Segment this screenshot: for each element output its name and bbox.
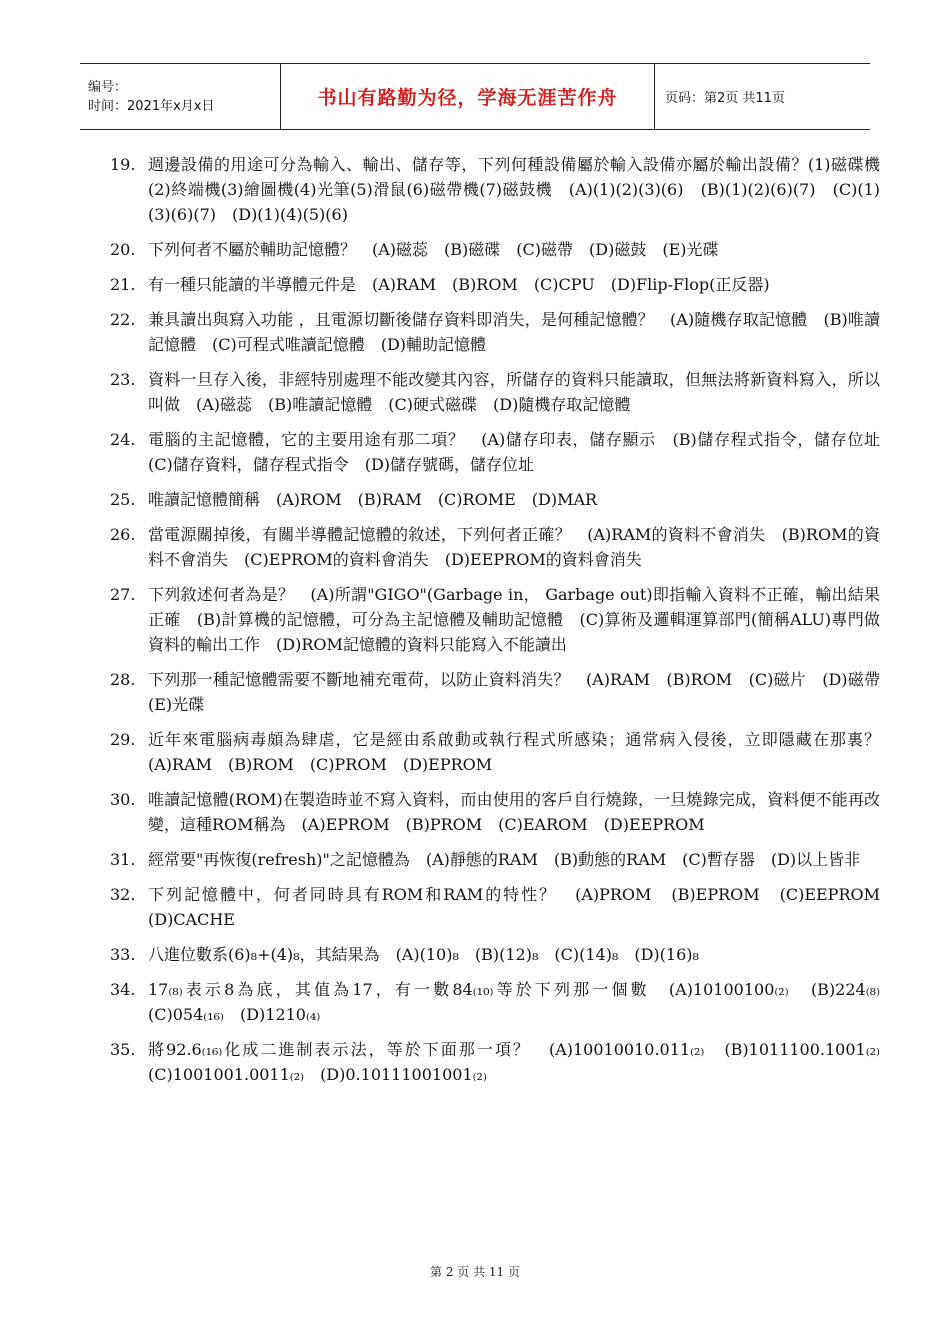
question-number: 28. <box>110 670 136 689</box>
question-text: 資料一旦存入後，非經特別處理不能改變其內容，所儲存的資料只能讀取，但無法將新資料寫入，所以叫做 (A)磁蕊 (B)唯讀記憶體 (C)硬式磁碟 (D)隨機存取記憶體 <box>148 370 880 414</box>
header-meta <box>80 64 281 129</box>
question-number: 33. <box>110 945 136 964</box>
question-33 <box>110 942 880 967</box>
header-page-info <box>655 64 870 129</box>
page-number-info: 页码：第2页 共11页 <box>665 91 785 106</box>
question-19 <box>110 152 880 227</box>
question-text: 下列何者不屬於輔助記憶體？ (A)磁蕊 (B)磁碟 (C)磁帶 (D)磁鼓 (E)光碟 <box>148 240 719 259</box>
question-number: 22. <box>110 310 136 329</box>
question-30 <box>110 787 880 837</box>
question-text: 下列記憶體中，何者同時具有ROM和RAM的特性？ (A)PROM (B)EPROM (C)EEPROM (D)CACHE <box>148 885 897 929</box>
document-number-label: 编号： <box>88 79 128 95</box>
question-text: 下列那一種記憶體需要不斷地補充電荷，以防止資料消失？ (A)RAM (B)ROM (C)磁片 (D)磁帶 (E)光碟 <box>148 670 897 714</box>
question-number: 31. <box>110 850 136 869</box>
question-text: 八進位數系(6)₈+(4)₈，其結果為 (A)(10)₈ (B)(12)₈ (C)(14)₈ (D)(16)₈ <box>148 945 699 964</box>
question-text: 唯讀記憶體簡稱 (A)ROM (B)RAM (C)ROME (D)MAR <box>148 490 598 509</box>
question-text: 當電源關掉後，有關半導體記憶體的敘述，下列何者正確？ (A)RAM的資料不會消失 (B)ROM的資料不會消失 (C)EPROM的資料會消失 (D)EEPROM的資料會消失 <box>148 525 880 569</box>
page-footer: 第 2 页 共 11 页 <box>430 1265 520 1279</box>
question-22 <box>110 307 880 357</box>
question-number: 26. <box>110 525 136 544</box>
document-date: 时间：2021年x月x日 <box>88 98 215 114</box>
question-20 <box>110 237 880 262</box>
question-text: 電腦的主記憶體，它的主要用途有那二項？ (A)儲存印表，儲存顯示 (B)儲存程式指令，儲存位址 (C)儲存資料，儲存程式指令 (D)儲存號碼，儲存位址 <box>148 430 897 474</box>
question-number: 19. <box>110 155 136 174</box>
question-number: 30. <box>110 790 136 809</box>
question-text: 週邊設備的用途可分為輸入、輸出、儲存等，下列何種設備屬於輸入設備亦屬於輸出設備？(1)磁碟機(2)終端機(3)繪圖機(4)光筆(5)滑鼠(6)磁帶機(7)磁鼓機 (A)(1)(2)(3)(6) (B)(1)(2)(6)(7) (C)(1)(3)(6)(7) (D)(1)(4)(5)(6) <box>148 155 880 224</box>
question-number: 23. <box>110 370 136 389</box>
question-text: 近年來電腦病毒頗為肆虐，它是經由系啟動或執行程式所感染；通常病入侵後，立即隱藏在那裏？ (A)RAM (B)ROM (C)PROM (D)EPROM <box>148 730 897 774</box>
question-21 <box>110 272 880 297</box>
question-number: 34. <box>110 980 136 999</box>
question-number: 25. <box>110 490 136 509</box>
question-24 <box>110 427 897 477</box>
question-27 <box>110 582 880 657</box>
question-text: 17₍₈₎表示8為底，其值為17，有一數84₍₁₀₎等於下列那一個數 (A)10100100₍₂₎ (B)224₍₈₎ (C)054₍₁₆₎ (D)1210₍₄₎ <box>148 980 897 1024</box>
question-25 <box>110 487 880 512</box>
question-35 <box>110 1037 897 1087</box>
question-text: 有一種只能讀的半導體元件是 (A)RAM (B)ROM (C)CPU (D)Flip-Flop(正反器) <box>148 275 770 294</box>
question-34 <box>110 977 897 1027</box>
question-number: 35. <box>110 1040 136 1059</box>
question-text: 兼具讀出與寫入功能 ，且電源切斷後儲存資料即消失，是何種記憶體？ (A)隨機存取記憶體 (B)唯讀記憶體 (C)可程式唯讀記憶體 (D)輔助記憶體 <box>148 310 880 354</box>
question-text: 下列敘述何者為是？ (A)所謂"GIGO"(Garbage in， Garbage out)即指輸入資料不正確，輸出結果正確 (B)計算機的記憶體，可分為主記憶體及輔助記憶體 (C)算術及邏輯運算部門(簡稱ALU)專門做資料的輸出工作 (D)ROM記憶體的資料只能寫入不能讀出 <box>148 585 880 654</box>
header-motto: 书山有路勤为径，学海无涯苦作舟 <box>317 87 618 109</box>
question-number: 29. <box>110 730 136 749</box>
question-text: 唯讀記憶體(ROM)在製造時並不寫入資料，而由使用的客戶自行燒錄，一旦燒錄完成，資料便不能再改變，這種ROM稱為 (A)EPROM (B)PROM (C)EAROM (D)EEPROM <box>148 790 880 834</box>
question-list <box>110 152 897 1097</box>
question-23 <box>110 367 880 417</box>
question-number: 20. <box>110 240 136 259</box>
question-number: 32. <box>110 885 136 904</box>
question-31 <box>110 847 880 872</box>
question-29 <box>110 727 897 777</box>
question-32 <box>110 882 897 932</box>
question-number: 21. <box>110 275 136 294</box>
question-26 <box>110 522 880 572</box>
page-header <box>80 63 870 130</box>
question-number: 27. <box>110 585 136 604</box>
question-text: 將92.6₍₁₆₎化成二進制表示法，等於下面那一項？ (A)10010010.011₍₂₎ (B)1011100.1001₍₂₎ (C)1001001.0011₍₂₎ (D)0.10111001001₍₂₎ <box>148 1040 897 1084</box>
question-28 <box>110 667 897 717</box>
question-text: 經常要"再恢復(refresh)"之記憶體為 (A)靜態的RAM (B)動態的RAM (C)暫存器 (D)以上皆非 <box>148 850 861 869</box>
header-motto-cell <box>281 64 655 129</box>
question-number: 24. <box>110 430 136 449</box>
